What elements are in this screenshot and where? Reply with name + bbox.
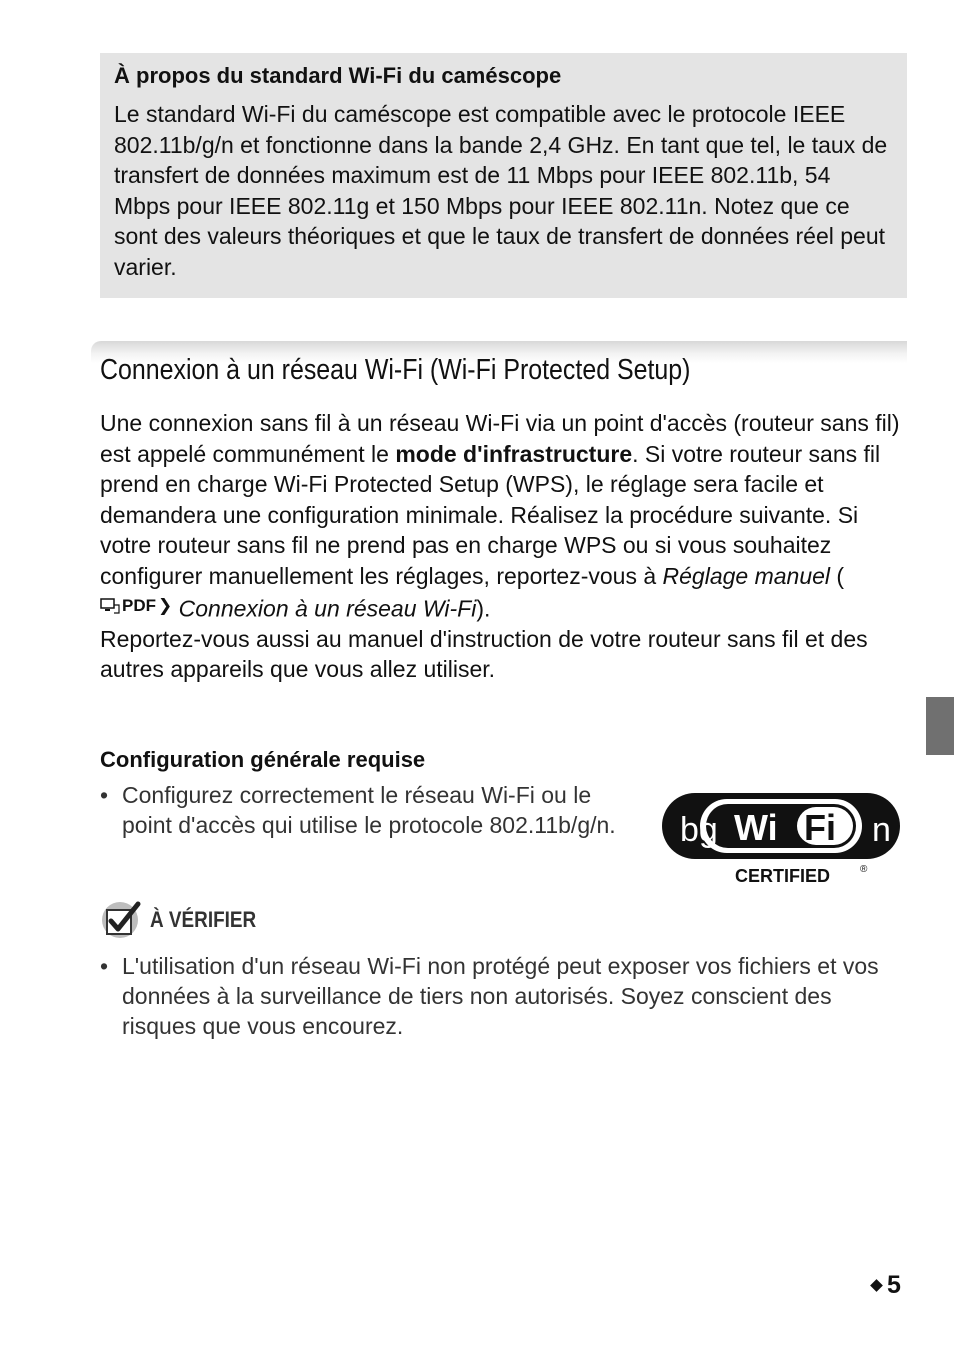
list-item: • L'utilisation d'un réseau Wi-Fi non protégé peut exposer vos fichiers et vos données à la surveillance de tiers non autorisés. Soyez conscient des risques que vous encourez. xyxy=(100,951,910,1041)
intro-text-run: ( xyxy=(830,562,845,589)
requirements-heading: Configuration générale requise xyxy=(100,747,426,772)
intro-text xyxy=(100,408,910,685)
wifi-logo-certified: CERTIFIED xyxy=(735,866,831,886)
check-heading xyxy=(100,898,273,942)
wifi-certified-logo xyxy=(660,790,902,888)
diamond-icon xyxy=(870,1279,883,1292)
wifi-logo-registered: ® xyxy=(860,864,868,875)
check-label: À VÉRIFIER xyxy=(150,907,257,932)
check-list xyxy=(100,951,910,1041)
checkbox-check-icon xyxy=(100,898,144,942)
page-number-value: 5 xyxy=(887,1271,901,1299)
page-number xyxy=(872,1269,901,1301)
intro-paragraph-2: Reportez-vous aussi au manuel d'instruction de votre routeur sans fil et des autres appareils que vous allez utiliser. xyxy=(100,625,868,683)
list-item: • Configurez correctement le réseau Wi-Fi ou le point d'accès qui utilise le protocole 802.11b/g/n. xyxy=(100,780,630,840)
wifi-logo-right: n xyxy=(872,811,891,849)
manual-setting-reference: Réglage manuel xyxy=(662,562,831,589)
computer-icon xyxy=(100,598,120,614)
note-title: À propos du standard Wi-Fi du caméscope xyxy=(114,63,562,88)
chapter-tab xyxy=(926,697,954,755)
chevron-right-icon: ❯ xyxy=(158,596,173,615)
intro-text-run: . Si votre routeur sans fil prend en charge Wi-Fi Protected Setup (WPS), le réglage sera facile et demandera une configuration minimale. Réalisez la procédure suivante. Si votre routeur sans fil ne prend pas en charge WPS ou si vous souhaitez configurer manuellement les réglages, reportez-vous à xyxy=(100,440,881,589)
intro-paragraph-1 xyxy=(100,408,910,624)
wifi-logo-wi: Wi xyxy=(734,807,778,848)
infrastructure-mode-term: mode d'infrastructure xyxy=(395,440,633,467)
pdf-label: PDF xyxy=(122,596,156,615)
intro-text-run: Une connexion sans fil à un réseau Wi-Fi via un point d'accès (routeur sans fil) est appelé communément le xyxy=(100,410,900,467)
intro-text-run: ). xyxy=(476,595,491,622)
requirements-list xyxy=(100,780,630,840)
note-body: Le standard Wi-Fi du caméscope est compatible avec le protocole IEEE 802.11b/g/n et fonctionne dans la bande 2,4 GHz. En tant que tel, le taux de transfert de données maximum est de 11 Mbps pour IEEE 802.11b, 54 Mbps pour IEEE 802.11g et 150 Mbps pour IEEE 802.11n. Notez que ce sont des valeurs théoriques et que le taux de transfert de données réel peut varier. xyxy=(114,101,888,280)
section-title: Connexion à un réseau Wi-Fi (Wi-Fi Protected Setup) xyxy=(100,354,691,386)
connection-reference: Connexion à un réseau Wi-Fi xyxy=(172,595,477,622)
wifi-logo-fi: Fi xyxy=(804,807,836,848)
pdf-reference-icon xyxy=(100,591,172,622)
wifi-logo-left: bg xyxy=(680,811,718,849)
note-box xyxy=(100,53,907,298)
